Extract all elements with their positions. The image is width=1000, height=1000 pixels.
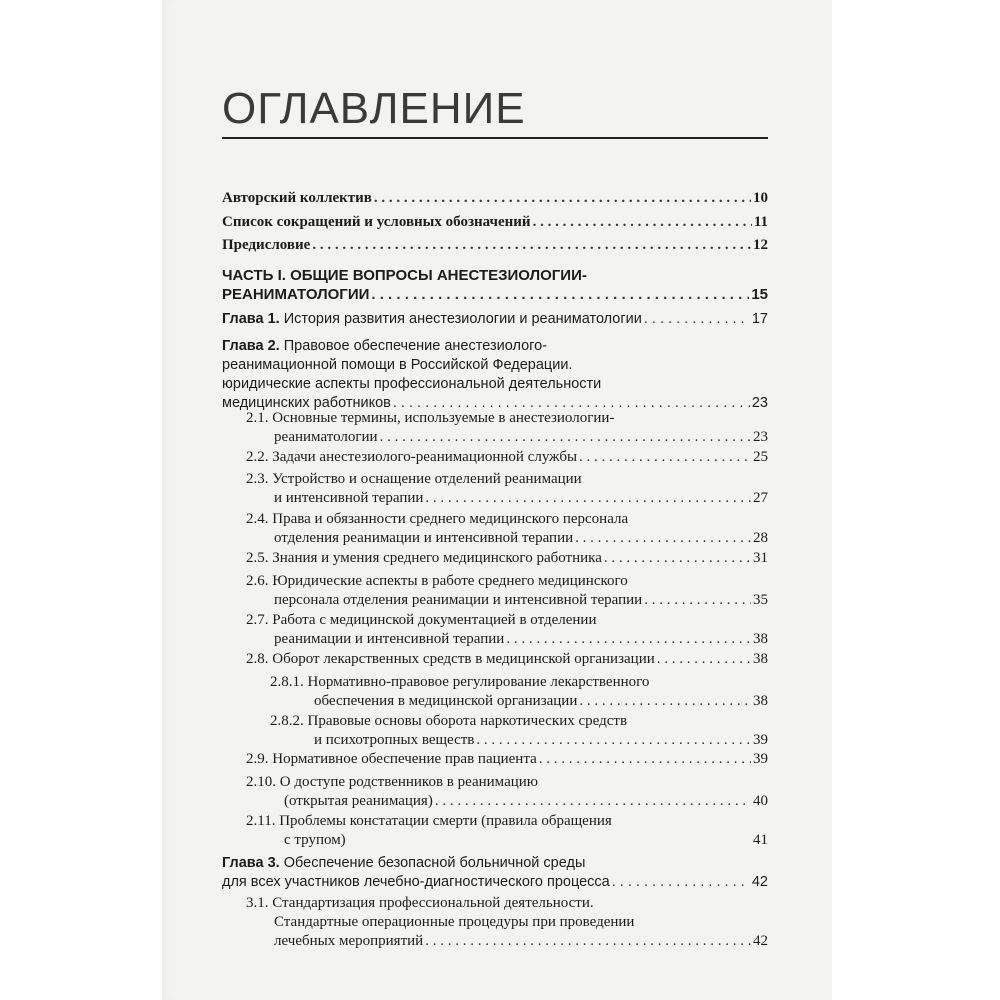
toc-entry-chapter-2[interactable]: Глава 2. Правовое обеспечение анестезиолого- реанимационной помощи в Российской Федерации. юридические аспекты профессиональной деятельности медицинских работников . . . 23 xyxy=(222,337,768,413)
toc-entry-2-7[interactable]: 2.7. Работа с медицинской документацией в отделении реанимации и интенсивной терапии . . . 38 xyxy=(222,611,768,649)
toc-entry-chapter-1[interactable]: Глава 1. История развития анестезиологии и реаниматологии . . . 17 xyxy=(222,310,768,329)
toc-entry-part-1[interactable]: ЧАСТЬ I. ОБЩИЕ ВОПРОСЫ АНЕСТЕЗИОЛОГИИ- РЕАНИМАТОЛОГИИ . . . 15 xyxy=(222,266,768,304)
title-rule xyxy=(222,137,768,139)
toc-entry-3-1[interactable]: 3.1. Стандартизация профессиональной деятельности. Стандартные операционные процедуры при проведении лечебных мероприятий . . . 42 xyxy=(222,894,768,951)
toc-entry-2-8[interactable]: 2.8. Оборот лекарственных средств в медицинской организации . . . 38 xyxy=(222,650,768,669)
toc-entry-2-1[interactable]: 2.1. Основные термины, используемые в анестезиологии- реаниматологии . . . 23 xyxy=(222,409,768,447)
toc-entry-2-5[interactable]: 2.5. Знания и умения среднего медицинского работника . . . 31 xyxy=(222,549,768,568)
toc-entry-2-3[interactable]: 2.3. Устройство и оснащение отделений реанимации и интенсивной терапии . . . 27 xyxy=(222,470,768,508)
toc-entry-2-4[interactable]: 2.4. Права и обязанности среднего медицинского персонала отделения реанимации и интенсивной терапии . . . 28 xyxy=(222,510,768,548)
toc-entry-2-2[interactable]: 2.2. Задачи анестезиолого-реанимационной службы . . . 25 xyxy=(222,448,768,467)
toc-entry-2-8-1[interactable]: 2.8.1. Нормативно-правовое регулирование лекарственного обеспечения в медицинской организации . . . 38 xyxy=(222,673,768,711)
toc-entry-abbreviations[interactable]: Список сокращений и условных обозначений . . . 11 xyxy=(222,213,768,232)
toc-entry-2-11[interactable]: 2.11. Проблемы констатации смерти (правила обращения с трупом) 41 xyxy=(246,813,768,848)
toc-entry-authors[interactable]: Авторский коллектив . . . 10 xyxy=(222,189,768,208)
toc-entry-2-6[interactable]: 2.6. Юридические аспекты в работе среднего медицинского персонала отделения реанимации и интенсивной терапии . . . 35 xyxy=(222,572,768,610)
toc-entry-2-9[interactable]: 2.9. Нормативное обеспечение прав пациента . . . 39 xyxy=(222,750,768,769)
toc-entry-2-8-2[interactable]: 2.8.2. Правовые основы оборота наркотических средств и психотропных веществ . . . 39 xyxy=(222,712,768,750)
toc-entry-chapter-3[interactable]: Глава 3. Обеспечение безопасной больничной среды для всех участников лечебно-диагностического процесса . . . 42 xyxy=(222,854,768,892)
toc-entry-2-10[interactable]: 2.10. О доступе родственников в реанимацию (открытая реанимация) . . . 40 xyxy=(222,773,768,811)
page-title: ОГЛАВЛЕНИЕ xyxy=(222,84,526,133)
toc-entry-preface[interactable]: Предисловие . . . 12 xyxy=(222,236,768,255)
